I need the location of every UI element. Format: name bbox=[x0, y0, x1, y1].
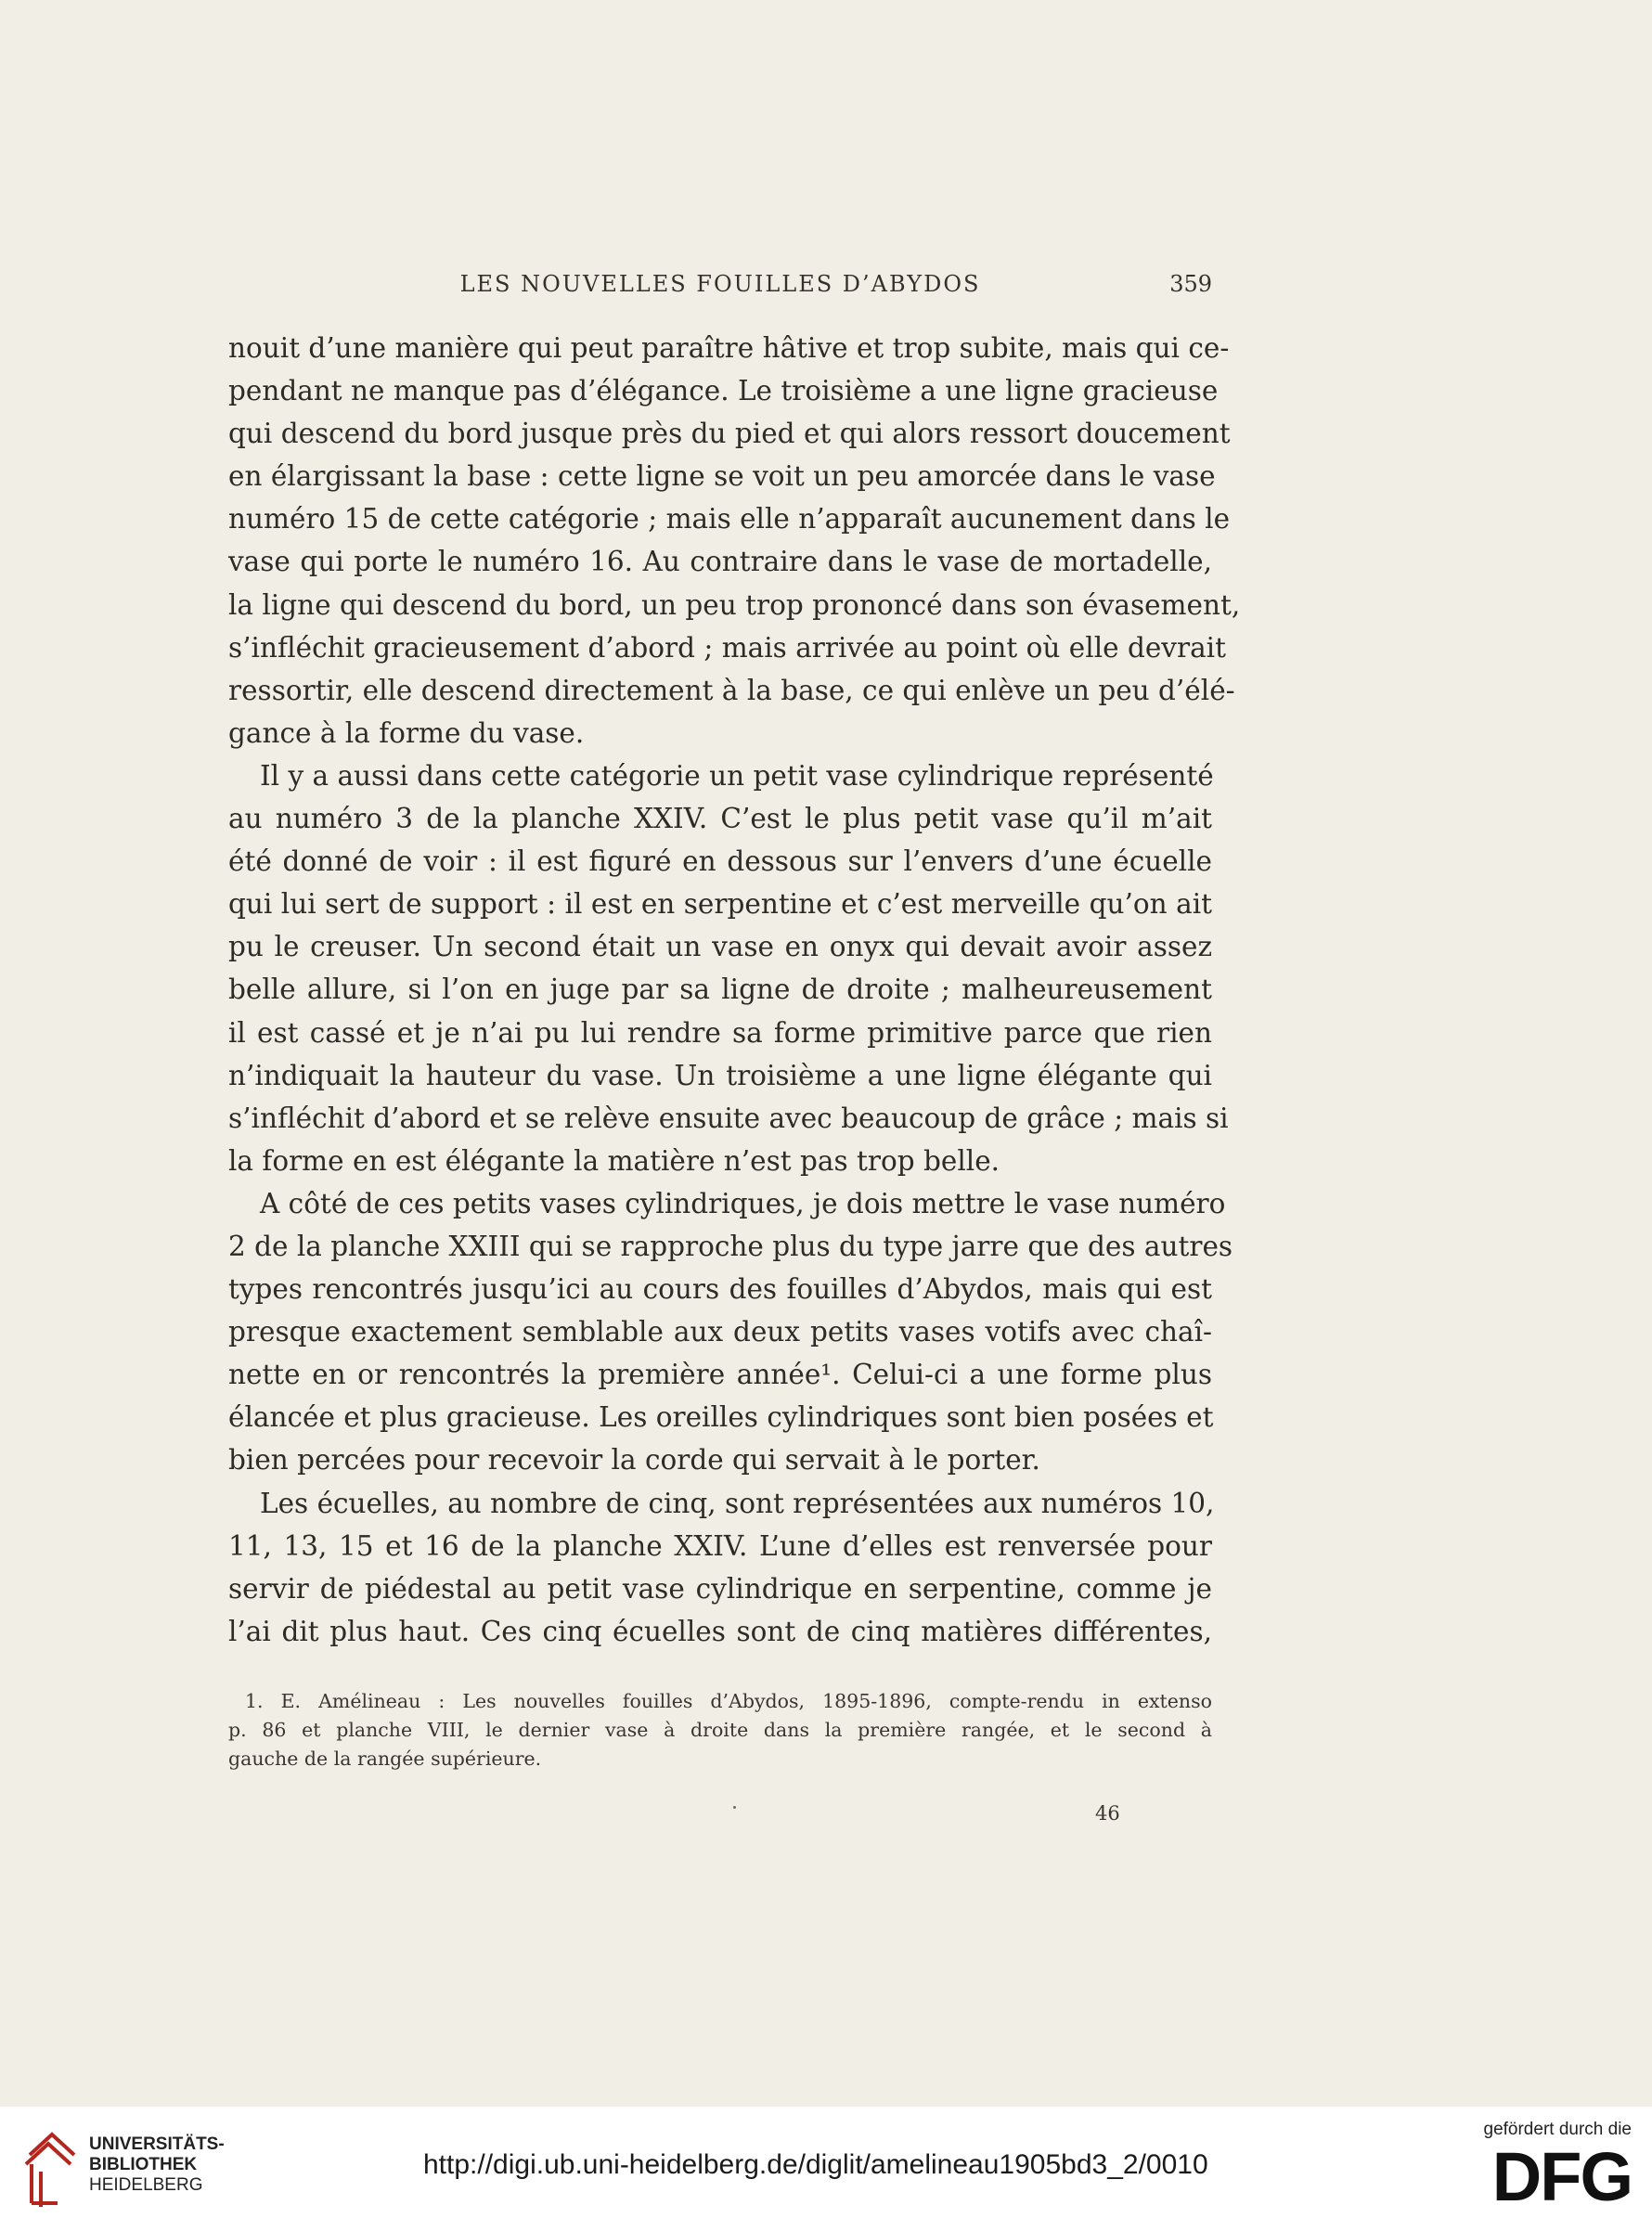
library-name-line: BIBLIOTHEK bbox=[89, 2155, 198, 2174]
library-name-line: HEIDELBERG bbox=[89, 2175, 203, 2195]
signature-mark: 46 bbox=[1095, 1802, 1120, 1825]
text-line: 11, 13, 15 et 16 de la planche XXIV. L’une d’elles est renversée pour bbox=[228, 1529, 1212, 1562]
text-line: belle allure, si l’on en juge par sa ligne de droite ; malheureusement bbox=[228, 974, 1212, 1006]
dfg-logo: DFG bbox=[1491, 2138, 1632, 2215]
text-line: types rencontrés jusqu’ici au cours des fouilles d’Abydos, mais qui est bbox=[228, 1273, 1212, 1306]
text-line: la forme en est élégante la matière n’est pas trop belle. bbox=[228, 1144, 1000, 1177]
text-line: gance à la forme du vase. bbox=[228, 716, 585, 749]
text-line: presque exactement semblable aux deux petits vases votifs avec chaî- bbox=[228, 1316, 1212, 1348]
text-line: 2 de la planche XXIII qui se rapproche plus du type jarre que des autres bbox=[228, 1230, 1233, 1262]
funding-notice bbox=[1465, 2120, 1632, 2214]
text-line: s’infléchit d’abord et se relève ensuite avec beaucoup de grâce ; mais si bbox=[228, 1102, 1229, 1134]
permalink-url[interactable]: http://digi.ub.uni-heidelberg.de/diglit/amelineau1905bd3_2/0010 bbox=[423, 2149, 1208, 2180]
text-line: au numéro 3 de la planche XXIV. C’est le plus petit vase qu’il m’ait bbox=[228, 803, 1212, 835]
text-line: s’infléchit gracieusement d’abord ; mais arrivée au point où elle devrait bbox=[228, 631, 1226, 664]
text-line: l’ai dit plus haut. Ces cinq écuelles sont de cinq matières différentes, bbox=[228, 1615, 1212, 1647]
running-head bbox=[228, 271, 1212, 304]
footer-bar bbox=[0, 2107, 1652, 2231]
text-line: été donné de voir : il est figuré en dessous sur l’envers d’une écuelle bbox=[228, 845, 1212, 878]
text-line: n’indiquait la hauteur du vase. Un troisième a une ligne élégante qui bbox=[228, 1059, 1212, 1091]
funding-caption: gefördert durch die bbox=[1483, 2120, 1632, 2139]
print-speck bbox=[733, 1806, 736, 1809]
library-name-line: UNIVERSITÄTS- bbox=[89, 2134, 225, 2154]
text-line: nette en or rencontrés la première année¹. Celui-ci a une forme plus bbox=[228, 1359, 1212, 1391]
body-text bbox=[228, 327, 1241, 1653]
text-line: la ligne qui descend du bord, un peu trop prononcé dans son évasement, bbox=[228, 588, 1241, 621]
text-line: ressortir, elle descend directement à la base, ce qui enlève un peu d’élé- bbox=[228, 674, 1235, 706]
footnote-line: 1. E. Amélineau : Les nouvelles fouilles d’Abydos, 1895-1896, compte-rendu in extenso bbox=[245, 1690, 1212, 1712]
text-line: en élargissant la base : cette ligne se voit un peu amorcée dans le vase bbox=[228, 460, 1216, 493]
text-line: élancée et plus gracieuse. Les oreilles cylindriques sont bien posées et bbox=[228, 1401, 1214, 1434]
text-line: Les écuelles, au nombre de cinq, sont représentées aux numéros 10, bbox=[260, 1487, 1215, 1519]
text-line: A côté de ces petits vases cylindriques, je dois mettre le vase numéro bbox=[260, 1187, 1226, 1219]
footnote-line: gauche de la rangée supérieure. bbox=[228, 1747, 542, 1770]
text-line: qui descend du bord jusque près du pied et qui alors ressort doucement bbox=[228, 418, 1231, 450]
library-logo-icon bbox=[20, 2127, 80, 2211]
text-line: Il y a aussi dans cette catégorie un petit vase cylindrique représenté bbox=[260, 759, 1214, 792]
page-number: 359 bbox=[1169, 271, 1212, 297]
footnote-line: p. 86 et planche VIII, le dernier vase à droite dans la première rangée, et le second à bbox=[228, 1719, 1212, 1741]
text-line: bien percées pour recevoir la corde qui servait à le porter. bbox=[228, 1444, 1040, 1477]
footnote bbox=[228, 1687, 1212, 1773]
text-line: il est cassé et je n’ai pu lui rendre sa forme primitive parce que rien bbox=[228, 1016, 1212, 1049]
text-line: numéro 15 de cette catégorie ; mais elle n’apparaît aucunement dans le bbox=[228, 503, 1231, 535]
text-line: vase qui porte le numéro 16. Au contraire dans le vase de mortadelle, bbox=[228, 546, 1212, 578]
running-title: LES NOUVELLES FOUILLES D’ABYDOS bbox=[459, 271, 981, 297]
library-name bbox=[89, 2134, 225, 2196]
text-line: qui lui sert de support : il est en serpentine et c’est merveille qu’on ait bbox=[228, 888, 1212, 921]
text-line: nouit d’une manière qui peut paraître hâtive et trop subite, mais qui ce- bbox=[228, 332, 1230, 364]
text-line: pu le creuser. Un second était un vase en onyx qui devait avoir assez bbox=[228, 931, 1212, 963]
text-line: servir de piédestal au petit vase cylindrique en serpentine, comme je bbox=[228, 1572, 1212, 1605]
text-line: pendant ne manque pas d’élégance. Le troisième a une ligne gracieuse bbox=[228, 375, 1219, 407]
